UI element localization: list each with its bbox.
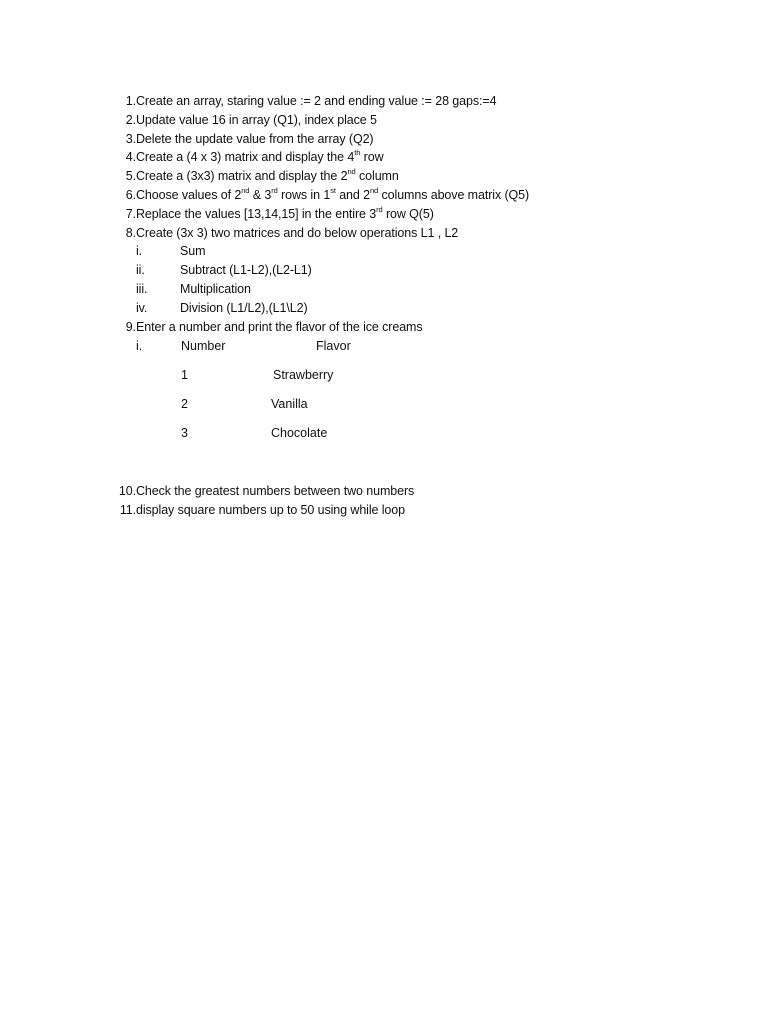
item-text: display square numbers up to 50 using while loop xyxy=(136,503,405,517)
item-number: 2. xyxy=(125,112,136,127)
table-cell: 3 xyxy=(181,426,188,440)
text-run: Create an array, staring value := 2 and ending value := 28 gaps:=4 xyxy=(136,94,497,108)
text-run: Update value 16 in array (Q1), index place 5 xyxy=(136,112,377,127)
item-text: Enter a number and print the flavor of the ice creams xyxy=(136,320,423,334)
sub-item-text: Subtract (L1-L2),(L2-L1) xyxy=(180,263,312,277)
ordinal-suffix: nd xyxy=(347,167,356,177)
item-number: 10. xyxy=(118,484,136,498)
item-number: 6. xyxy=(125,188,136,202)
text-run: Replace the values [13,14,15] in the entire 3 xyxy=(136,206,377,221)
item-number: 8. xyxy=(125,225,136,240)
table-header-number: Number xyxy=(181,339,226,353)
item-text: Check the greatest numbers between two numbers xyxy=(136,484,415,498)
sub-item-number: ii. xyxy=(136,263,145,277)
text-run: Create a (3x3) matrix and display the 2 xyxy=(136,169,348,184)
sub-item-text: Multiplication xyxy=(180,282,251,296)
sub-item-number: i. xyxy=(136,244,143,258)
sub-item-number: iv. xyxy=(136,301,148,315)
item-number: 4. xyxy=(125,150,136,165)
text-run: column xyxy=(355,169,399,184)
item-number: 7. xyxy=(125,206,136,221)
table-cell: 2 xyxy=(181,397,188,411)
ordinal-suffix: rd xyxy=(376,204,383,214)
item-text xyxy=(136,187,529,203)
table-cell: 1 xyxy=(181,368,188,382)
item-text xyxy=(136,168,399,184)
item-text xyxy=(136,112,377,128)
ordinal-suffix: rd xyxy=(271,185,278,195)
item-number: 1. xyxy=(125,94,136,108)
item-number: 3. xyxy=(125,131,136,146)
item-text xyxy=(136,149,384,165)
ordinal-suffix: nd xyxy=(369,185,379,195)
item-text xyxy=(136,131,374,147)
sub-item-number: iii. xyxy=(136,282,148,296)
table-cell: Vanilla xyxy=(271,397,308,411)
item-text xyxy=(136,93,496,109)
ordinal-suffix: st xyxy=(330,185,336,195)
table-header-flavor: Flavor xyxy=(316,339,351,353)
table-marker: i. xyxy=(136,339,143,353)
text-run: & 3 xyxy=(249,188,272,202)
sub-item-text: Division (L1/L2),(L1\L2) xyxy=(180,301,308,315)
text-run: Create a (4 x 3) matrix and display the 4 xyxy=(136,150,355,165)
text-run: and 2 xyxy=(335,188,370,202)
text-run: rows in 1 xyxy=(277,188,331,202)
text-run: Choose values of 2 xyxy=(136,188,242,202)
text-run: Create (3x 3) two matrices and do below operations L1 , L2 xyxy=(136,225,459,240)
item-text xyxy=(136,225,458,241)
text-run: row Q(5) xyxy=(382,206,434,221)
table-cell: Strawberry xyxy=(273,368,334,382)
sub-item-text: Sum xyxy=(180,244,206,258)
text-run: row xyxy=(360,150,384,165)
item-number: 9. xyxy=(125,320,136,334)
text-run: Delete the update value from the array (Q2) xyxy=(136,131,374,146)
ordinal-suffix: nd xyxy=(241,185,250,195)
text-run: columns above matrix (Q5) xyxy=(378,188,530,202)
item-number: 11. xyxy=(119,503,136,517)
item-text xyxy=(136,206,434,222)
item-number: 5. xyxy=(125,169,136,184)
table-cell: Chocolate xyxy=(271,426,328,440)
ordinal-suffix: th xyxy=(354,148,361,158)
